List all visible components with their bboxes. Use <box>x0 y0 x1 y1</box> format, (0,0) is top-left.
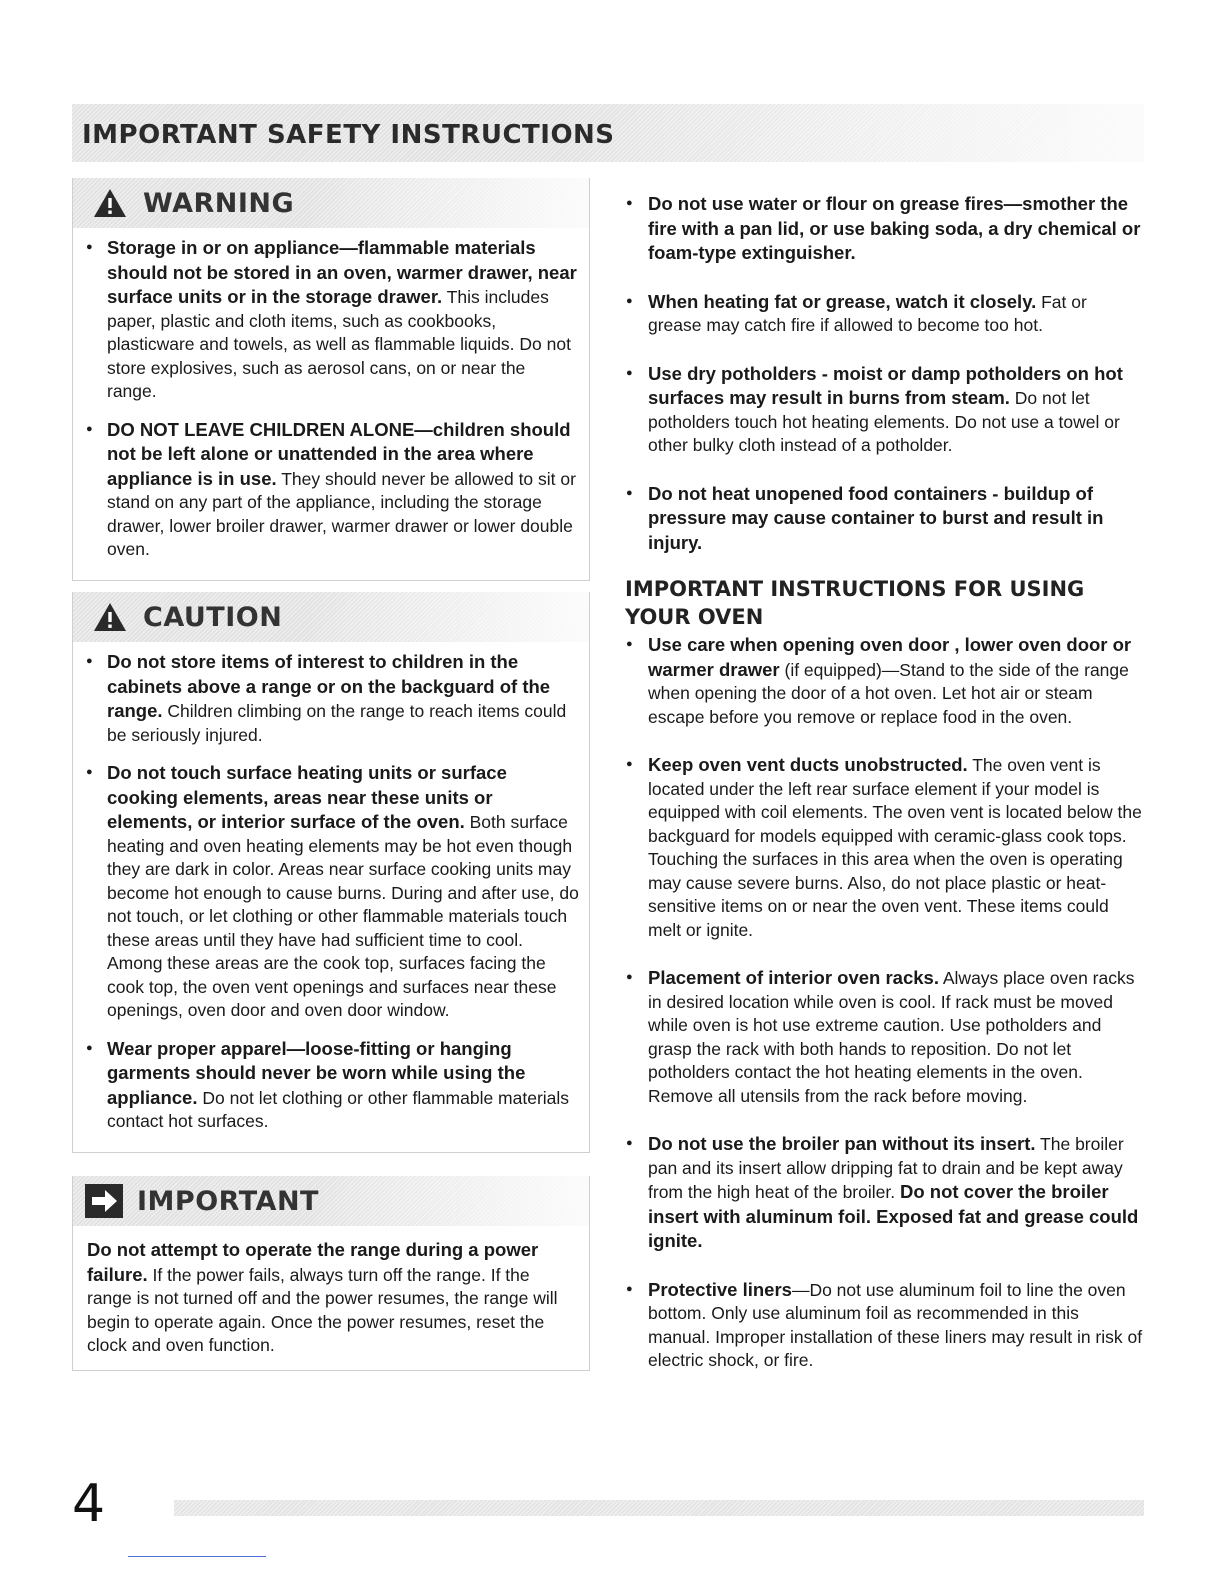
item-bold-text: DO NOT LEAVE CHILDREN ALONE—children should not be left alone or unattended in the area where appliance is in use. <box>107 418 571 489</box>
item-text: This includes paper, plastic and cloth items, such as cookbooks, plasticware and towels, as well as flammable liquids. Do not store explosives, such as aerosol cans, on or near the range. <box>107 287 571 401</box>
caution-header <box>73 592 589 642</box>
list-item <box>73 236 579 404</box>
caution-list <box>73 650 579 1134</box>
item-text: —Do not use aluminum foil to line the oven bottom. Only use aluminum foil as recommended in this manual. Improper installation of these liners may result in risk of electric shock, or fire. <box>648 1279 1143 1370</box>
list-item <box>614 192 1144 266</box>
item-bold-text: Placement of interior oven racks. <box>648 967 939 988</box>
oven-section-heading: IMPORTANT INSTRUCTIONS FOR USING YOUR OVEN <box>625 577 1085 629</box>
right-top-list <box>614 192 1144 555</box>
oven-list <box>614 633 1144 1373</box>
item-bold-text: Keep oven vent ducts unobstructed. <box>648 754 968 775</box>
page-title: IMPORTANT SAFETY INSTRUCTIONS <box>82 120 615 150</box>
important-title: IMPORTANT <box>137 1186 319 1217</box>
warning-header <box>73 178 589 228</box>
item-bold-text: Storage in or on appliance—flammable materials should not be stored in an oven, warmer drawer, near surface units or in the storage drawer. <box>107 237 577 307</box>
header-banner <box>72 104 1144 162</box>
item-text: Do not let clothing or other flammable materials contact hot surfaces. <box>107 1087 570 1131</box>
item-bold-text: When heating fat or grease, watch it closely. <box>648 290 1037 312</box>
item-text: (if equipped)—Stand to the side of the range when opening the door of a hot oven. Let hot air or steam escape before you remove or replace food in the oven. <box>648 659 1129 727</box>
item-bold-text: Use dry potholders - moist or damp potholders on hot surfaces may result in burns from steam. <box>648 362 1123 408</box>
important-body <box>73 1226 589 1370</box>
item-bold-text: Do not use water or flour on grease fires—smother the fire with a pan lid, or use baking soda, a dry chemical or foam-type extinguisher. <box>648 193 1141 263</box>
list-item <box>614 966 1144 1108</box>
list-item <box>73 761 579 1023</box>
warning-triangle-icon <box>93 188 127 218</box>
list-item <box>614 482 1144 556</box>
warning-box <box>72 178 590 581</box>
page-number: 4 <box>72 1474 106 1534</box>
item-bold-text-2: Do not cover the broiler insert with aluminum foil. Exposed fat and grease could ignite. <box>648 1181 1139 1251</box>
warning-list <box>73 236 579 562</box>
item-bold-text: Wear proper apparel—loose-fitting or hanging garments should never be worn while using the appliance. <box>107 1037 526 1108</box>
item-text: The broiler pan and its insert allow dripping fat to drain and be kept away from the high heat of the broiler. <box>648 1134 1124 1202</box>
important-box <box>72 1176 590 1371</box>
item-text: Fat or grease may catch fire if allowed to become too hot. <box>648 291 1087 335</box>
list-item <box>614 290 1144 338</box>
caution-title: CAUTION <box>143 602 283 633</box>
item-text: The oven vent is located under the left rear surface element if your model is equipped with coil elements. The oven vent is located below the backguard for models equipped with ceramic-glass cook tops. Touching the surfaces in this area when the oven is operating may cause severe burns. Also, do not place plastic or heat-sensitive items on or near the oven vent. These items could melt or ignite. <box>648 755 1142 940</box>
item-text: Children climbing on the range to reach items could be seriously injured. <box>107 701 567 745</box>
item-bold-text: Do not heat unopened food containers - buildup of pressure may cause container to burst and result in injury. <box>648 482 1104 553</box>
item-bold-text: Use care when opening oven door , lower oven door or warmer drawer <box>648 634 1132 680</box>
item-text: Do not let potholders touch hot heating elements. Do not use a towel or other bulky cloth instead of a potholder. <box>648 388 1120 455</box>
warning-triangle-icon <box>93 602 127 632</box>
list-item <box>73 650 579 747</box>
item-text: Both surface heating and oven heating elements may be hot even though they are dark in color. Areas near surface cooking units may become hot enough to cause burns. During and after use, do not touch, or let clothing or other flammable materials touch these areas until they have had sufficient time to cool. Among these areas are the cook top, surfaces facing the cook top, the oven vent openings and surfaces near these openings, oven door and oven door window. <box>107 812 579 1020</box>
item-text: They should never be allowed to sit or stand on any part of the appliance, including the storage drawer, lower broiler drawer, warmer drawer or lower double oven. <box>107 468 576 559</box>
important-text: If the power fails, always turn off the range. If the range is not turned off and the power resumes, the range will begin to operate again. Once the power resumes, reset the clock and oven function. <box>87 1264 558 1355</box>
footer-line <box>128 1556 266 1557</box>
arrow-right-icon <box>85 1184 123 1218</box>
caution-box <box>72 592 590 1153</box>
list-item <box>614 362 1144 458</box>
item-bold-text: Protective liners <box>648 1278 792 1300</box>
list-item <box>614 753 1144 942</box>
list-item <box>73 418 579 562</box>
item-bold-text: Do not store items of interest to children in the cabinets above a range or on the backguard of the range. <box>107 651 551 721</box>
important-header <box>73 1176 589 1226</box>
item-bold-text: Do not touch surface heating units or surface cooking elements, areas near these units or elements, or interior surface of the oven. <box>107 762 507 832</box>
warning-title: WARNING <box>143 188 295 219</box>
important-bold-text: Do not attempt to operate the range during a power failure. <box>87 1239 539 1285</box>
list-item <box>614 633 1144 729</box>
list-item <box>614 1278 1144 1373</box>
list-item <box>73 1037 579 1134</box>
footer-bar <box>174 1500 1144 1516</box>
right-column <box>614 192 1144 1397</box>
list-item <box>614 1132 1144 1254</box>
item-bold-text: Do not use the broiler pan without its insert. <box>648 1133 1036 1154</box>
item-text: Always place oven racks in desired location while oven is cool. If rack must be moved while oven is hot use extreme caution. Use potholders and grasp the rack with both hands to reposition. Do not let potholders contact the hot heating elements in the oven. Remove all utensils from the rack before moving. <box>648 968 1135 1106</box>
